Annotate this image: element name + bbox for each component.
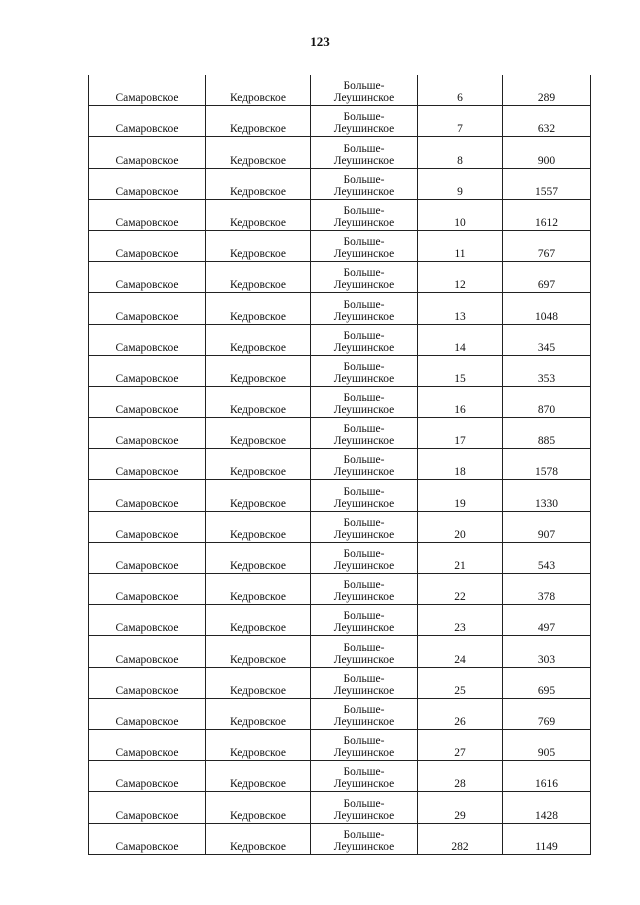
field-cell: Кедровское <box>206 230 311 261</box>
district-cell: Самаровское <box>89 823 206 854</box>
district-cell: Самаровское <box>89 636 206 667</box>
district-cell: Самаровское <box>89 137 206 168</box>
area-name-line-1: Больше- <box>343 173 385 186</box>
area-cell <box>311 698 418 729</box>
table-row <box>89 137 591 168</box>
district-cell: Самаровское <box>89 667 206 698</box>
area-cell <box>311 449 418 480</box>
field-cell: Кедровское <box>206 386 311 417</box>
value-cell: 345 <box>503 324 591 355</box>
area-cell <box>311 324 418 355</box>
table-row <box>89 106 591 137</box>
number-cell: 9 <box>418 168 503 199</box>
field-cell: Кедровское <box>206 418 311 449</box>
area-name-line-2: Леушинское <box>333 809 395 822</box>
table-row <box>89 823 591 854</box>
area-cell <box>311 792 418 823</box>
field-cell: Кедровское <box>206 480 311 511</box>
area-cell <box>311 636 418 667</box>
area-name-line-2: Леушинское <box>333 560 395 572</box>
number-cell: 21 <box>418 542 503 573</box>
area-cell <box>311 75 418 106</box>
district-cell: Самаровское <box>89 761 206 792</box>
table-row <box>89 355 591 386</box>
area-name-line-2: Леушинское <box>333 840 395 853</box>
field-cell: Кедровское <box>206 823 311 854</box>
number-cell: 20 <box>418 511 503 542</box>
area-name-line-1: Больше- <box>343 204 385 217</box>
area-name-line-1: Больше- <box>343 80 385 93</box>
district-cell: Самаровское <box>89 168 206 199</box>
table-row <box>89 480 591 511</box>
number-cell: 8 <box>418 137 503 168</box>
table-row <box>89 636 591 667</box>
number-cell: 29 <box>418 792 503 823</box>
area-name-line-1: Больше- <box>343 516 385 529</box>
number-cell: 24 <box>418 636 503 667</box>
value-cell: 632 <box>503 106 591 137</box>
district-cell: Самаровское <box>89 106 206 137</box>
area-name-line-2: Леушинское <box>333 92 395 105</box>
field-cell: Кедровское <box>206 262 311 293</box>
area-name-line-1: Больше- <box>343 641 385 654</box>
area-name-line-1: Больше- <box>343 703 385 716</box>
field-cell: Кедровское <box>206 698 311 729</box>
area-name-line-2: Леушинское <box>333 715 395 728</box>
number-cell: 14 <box>418 324 503 355</box>
table-row <box>89 542 591 573</box>
district-cell: Самаровское <box>89 449 206 480</box>
number-cell: 27 <box>418 729 503 760</box>
value-cell: 1149 <box>503 823 591 854</box>
number-cell: 25 <box>418 667 503 698</box>
table-row <box>89 418 591 449</box>
table-row <box>89 449 591 480</box>
area-name-line-2: Леушинское <box>333 747 395 760</box>
area-name-line-2: Леушинское <box>333 341 395 354</box>
field-cell: Кедровское <box>206 199 311 230</box>
table-row <box>89 605 591 636</box>
value-cell: 353 <box>503 355 591 386</box>
field-cell: Кедровское <box>206 137 311 168</box>
area-name-line-2: Леушинское <box>333 404 395 417</box>
table-row <box>89 168 591 199</box>
area-name-line-2: Леушинское <box>333 684 395 697</box>
area-name-line-1: Больше- <box>343 485 385 498</box>
area-cell <box>311 262 418 293</box>
table-row <box>89 386 591 417</box>
area-cell <box>311 667 418 698</box>
table-row <box>89 574 591 605</box>
area-name-line-1: Больше- <box>343 610 385 623</box>
table-row <box>89 698 591 729</box>
value-cell: 870 <box>503 386 591 417</box>
number-cell: 13 <box>418 293 503 324</box>
number-cell: 17 <box>418 418 503 449</box>
area-name-line-1: Больше- <box>343 454 385 467</box>
field-cell: Кедровское <box>206 761 311 792</box>
district-cell: Самаровское <box>89 230 206 261</box>
area-name-line-2: Леушинское <box>333 248 395 261</box>
area-name-line-1: Больше- <box>343 360 385 373</box>
table-row <box>89 293 591 324</box>
value-cell: 543 <box>503 542 591 573</box>
field-cell: Кедровское <box>206 667 311 698</box>
area-name-line-1: Больше- <box>343 423 385 436</box>
area-cell <box>311 823 418 854</box>
field-cell: Кедровское <box>206 792 311 823</box>
area-name-line-1: Больше- <box>343 111 385 124</box>
number-cell: 12 <box>418 262 503 293</box>
number-cell: 26 <box>418 698 503 729</box>
table-row <box>89 761 591 792</box>
number-cell: 19 <box>418 480 503 511</box>
value-cell: 303 <box>503 636 591 667</box>
value-cell: 767 <box>503 230 591 261</box>
value-cell: 1616 <box>503 761 591 792</box>
area-name-line-1: Больше- <box>343 548 385 560</box>
field-cell: Кедровское <box>206 449 311 480</box>
district-cell: Самаровское <box>89 729 206 760</box>
area-name-line-2: Леушинское <box>333 528 395 541</box>
district-cell: Самаровское <box>89 792 206 823</box>
area-cell <box>311 542 418 573</box>
area-cell <box>311 511 418 542</box>
field-cell: Кедровское <box>206 605 311 636</box>
table-row <box>89 511 591 542</box>
area-cell <box>311 729 418 760</box>
area-name-line-1: Больше- <box>343 735 385 748</box>
number-cell: 6 <box>418 75 503 106</box>
area-name-line-2: Леушинское <box>333 123 395 136</box>
field-cell: Кедровское <box>206 636 311 667</box>
table-row <box>89 230 591 261</box>
field-cell: Кедровское <box>206 542 311 573</box>
area-name-line-2: Леушинское <box>333 154 395 167</box>
field-cell: Кедровское <box>206 355 311 386</box>
value-cell: 769 <box>503 698 591 729</box>
area-name-line-1: Больше- <box>343 392 385 405</box>
district-cell: Самаровское <box>89 355 206 386</box>
area-name-line-2: Леушинское <box>333 372 395 385</box>
area-name-line-2: Леушинское <box>333 279 395 292</box>
district-cell: Самаровское <box>89 542 206 573</box>
district-cell: Самаровское <box>89 324 206 355</box>
value-cell: 907 <box>503 511 591 542</box>
area-cell <box>311 106 418 137</box>
field-cell: Кедровское <box>206 574 311 605</box>
value-cell: 1557 <box>503 168 591 199</box>
table-row <box>89 792 591 823</box>
value-cell: 697 <box>503 262 591 293</box>
district-cell: Самаровское <box>89 418 206 449</box>
number-cell: 16 <box>418 386 503 417</box>
area-cell <box>311 293 418 324</box>
area-name-line-2: Леушинское <box>333 466 395 479</box>
field-cell: Кедровское <box>206 293 311 324</box>
value-cell: 905 <box>503 729 591 760</box>
area-name-line-1: Больше- <box>343 797 385 810</box>
number-cell: 28 <box>418 761 503 792</box>
field-cell: Кедровское <box>206 106 311 137</box>
area-name-line-2: Леушинское <box>333 435 395 448</box>
area-name-line-2: Леушинское <box>333 622 395 635</box>
number-cell: 7 <box>418 106 503 137</box>
number-cell: 15 <box>418 355 503 386</box>
area-name-line-2: Леушинское <box>333 497 395 510</box>
value-cell: 695 <box>503 667 591 698</box>
table-row <box>89 262 591 293</box>
table-body <box>89 75 591 854</box>
district-cell: Самаровское <box>89 511 206 542</box>
area-name-line-1: Больше- <box>343 267 385 280</box>
area-cell <box>311 418 418 449</box>
value-cell: 1578 <box>503 449 591 480</box>
area-cell <box>311 230 418 261</box>
field-cell: Кедровское <box>206 729 311 760</box>
district-cell: Самаровское <box>89 293 206 324</box>
district-cell: Самаровское <box>89 199 206 230</box>
area-name-line-2: Леушинское <box>333 216 395 229</box>
number-cell: 11 <box>418 230 503 261</box>
number-cell: 23 <box>418 605 503 636</box>
field-cell: Кедровское <box>206 168 311 199</box>
area-name-line-2: Леушинское <box>333 185 395 198</box>
area-name-line-1: Больше- <box>343 236 385 249</box>
area-name-line-2: Леушинское <box>333 653 395 666</box>
area-cell <box>311 761 418 792</box>
page-number: 123 <box>310 34 330 49</box>
area-cell <box>311 386 418 417</box>
district-cell: Самаровское <box>89 605 206 636</box>
area-name-line-1: Больше- <box>343 329 385 342</box>
table-row <box>89 667 591 698</box>
value-cell: 1048 <box>503 293 591 324</box>
value-cell: 497 <box>503 605 591 636</box>
district-cell: Самаровское <box>89 262 206 293</box>
area-name-line-2: Леушинское <box>333 778 395 791</box>
area-name-line-1: Больше- <box>343 828 385 841</box>
area-name-line-1: Больше- <box>343 298 385 311</box>
district-cell: Самаровское <box>89 698 206 729</box>
number-cell: 282 <box>418 823 503 854</box>
district-cell: Самаровское <box>89 480 206 511</box>
table-row <box>89 324 591 355</box>
field-cell: Кедровское <box>206 324 311 355</box>
value-cell: 1612 <box>503 199 591 230</box>
table-row <box>89 75 591 106</box>
area-name-line-2: Леушинское <box>333 591 395 604</box>
district-cell: Самаровское <box>89 574 206 605</box>
area-name-line-2: Леушинское <box>333 310 395 323</box>
area-cell <box>311 137 418 168</box>
value-cell: 885 <box>503 418 591 449</box>
table-row <box>89 729 591 760</box>
area-cell <box>311 605 418 636</box>
value-cell: 900 <box>503 137 591 168</box>
district-cell: Самаровское <box>89 386 206 417</box>
area-name-line-1: Больше- <box>343 579 385 592</box>
area-name-line-1: Больше- <box>343 142 385 155</box>
area-cell <box>311 480 418 511</box>
data-table <box>88 75 591 855</box>
area-cell <box>311 574 418 605</box>
value-cell: 378 <box>503 574 591 605</box>
number-cell: 10 <box>418 199 503 230</box>
table-row <box>89 199 591 230</box>
number-cell: 18 <box>418 449 503 480</box>
area-cell <box>311 168 418 199</box>
field-cell: Кедровское <box>206 75 311 106</box>
number-cell: 22 <box>418 574 503 605</box>
area-name-line-1: Больше- <box>343 766 385 779</box>
value-cell: 1428 <box>503 792 591 823</box>
area-name-line-1: Больше- <box>343 672 385 685</box>
district-cell: Самаровское <box>89 75 206 106</box>
area-cell <box>311 355 418 386</box>
value-cell: 289 <box>503 75 591 106</box>
area-cell <box>311 199 418 230</box>
value-cell: 1330 <box>503 480 591 511</box>
field-cell: Кедровское <box>206 511 311 542</box>
